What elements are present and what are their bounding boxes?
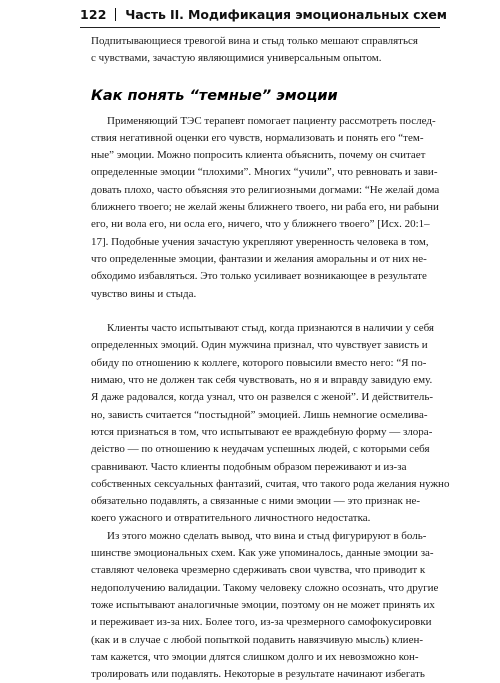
intro-paragraph: [91, 33, 465, 68]
text-line: обязательно подавлять, а связанные с ними эмоции — это признак не-: [91, 495, 421, 508]
text-line: Из этого можно сделать вывод, что вина и стыд фигурируют в боль-: [107, 529, 427, 542]
text-line: чувство вины и стыда.: [91, 287, 197, 300]
section-heading: Как понять “темные” эмоции: [91, 87, 338, 104]
chapter-title: Часть II. Модификация эмоциональных схем: [125, 6, 447, 22]
text-line: обходимо избавляться. Это только усиливает возникающее в результате: [91, 270, 427, 283]
text-line: ближнего твоего; не желай жены ближнего твоего, ни раба его, ни рабыни: [91, 201, 439, 214]
text-line: ствия негативной оценки его чувств, нормализовать и понять его “тем-: [91, 131, 424, 144]
text-line: (как и в случае с любой попыткой подавить навязчивую мысль) клиен-: [91, 633, 423, 646]
text-line: тролировать или подавлять. Некоторые в результате начинают избегать: [91, 668, 425, 681]
text-line: но, зависть считается “постыдной” эмоцией. Лишь немногие осмелива-: [91, 408, 428, 421]
text-line: Подпитывающиеся тревогой вина и стыд только мешают справляться: [91, 35, 418, 47]
text-line: там кажется, что эмоции длятся слишком долго и их невозможно кон-: [91, 650, 419, 663]
text-line: с чувствами, зачастую являющимися универсальным опытом.: [91, 52, 382, 65]
text-line: 17]. Подобные учения зачастую укрепляют уверенность человека в том,: [91, 235, 429, 248]
running-header: [80, 4, 447, 24]
paragraph-2: [91, 320, 465, 528]
text-line: дeiство — по отношению к неудачам успешных людей, с которыми себя: [91, 443, 430, 456]
text-line: ставляют человека чрезмерно сдерживать свои чувства, что приводит к: [91, 564, 426, 577]
text-line: сравнивают. Часто клиенты подобным образом переживают и из-за: [91, 460, 407, 473]
text-line: определенных эмоций. Один мужчина признал, что чувствует зависть и: [91, 339, 428, 352]
text-line: недополучению валидации. Такому человеку сложно осознать, что другие: [91, 581, 439, 594]
page-number: 122: [80, 6, 107, 22]
paragraph-spacer: [91, 303, 465, 320]
text-line: ются признаться в том, что испытывают ее враждебную форму — злора-: [91, 425, 433, 438]
text-line: довать плохо, часто объясняя это религиозными догмами: “Не желай дома: [91, 183, 440, 196]
paragraph-3: [91, 528, 465, 683]
page-body: [91, 33, 465, 683]
text-line: обиду по отношению к коллеге, которого повысили вместо него: “Я по-: [91, 356, 427, 369]
text-line: Применяющий ТЭС терапевт помогает пациенту рассмотреть послед-: [107, 114, 436, 127]
text-line: ные” эмоции. Можно попросить клиента объяснить, почему он считает: [91, 149, 426, 162]
paragraph-1: [91, 113, 465, 303]
text-line: определенные эмоции “плохими”. Многих “учили”, что ревновать и зави-: [91, 166, 438, 179]
header-separator: [115, 8, 117, 21]
text-line: Я даже радовался, когда узнал, что он развелся с женой”. И действитель-: [91, 391, 434, 404]
text-line: и переживает из-за них. Более того, из-за чрезмерного самофокусировки: [91, 616, 432, 629]
header-rule: [80, 27, 440, 28]
text-line: его, ни вола его, ни осла его, ничего, что у ближнего твоего” [Исх. 20:1–: [91, 218, 430, 231]
text-line: нимаю, что не должен так себя чувствовать, но я и вправду завидую ему.: [91, 374, 433, 387]
text-line: что определенные эмоции, фантазии и желания аморальны и от них не-: [91, 252, 427, 265]
text-line: шинстве эмоциональных схем. Как уже упоминалось, данные эмоции за-: [91, 547, 434, 560]
text-line: Клиенты часто испытывают стыд, когда признаются в наличии у себя: [107, 322, 434, 335]
text-line: тоже испытывают аналогичные эмоции, поэтому он не может принять их: [91, 598, 435, 611]
text-line: собственных сексуальных фантазий, считая, что такого рода желания нужно: [91, 477, 450, 490]
text-line: коего ужасного и отвратительного личностного недостатка.: [91, 512, 371, 525]
